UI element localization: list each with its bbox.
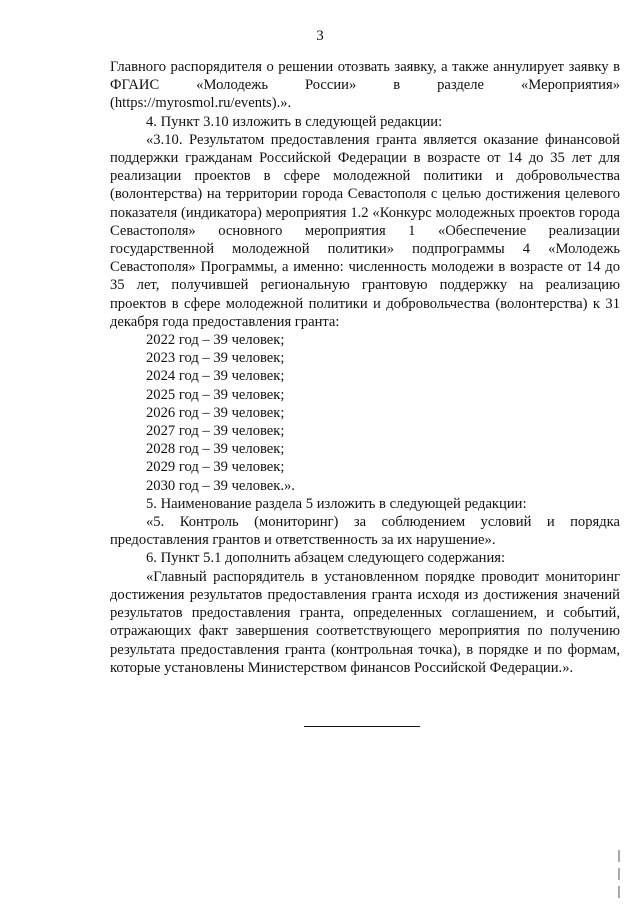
year-target-item: 2023 год – 39 человек; [146,350,285,367]
year-target-item: 2030 год – 39 человек.». [146,477,295,494]
scan-artifact-mark [618,886,620,898]
year-target-item: 2029 год – 39 человек; [146,459,285,476]
scan-artifact-mark [618,868,620,880]
document-body [110,58,620,677]
paragraph-continuation: Главного распорядителя о решении отозвать заявку, а также аннулирует заявку в ФГАИС «Молодежь России» в разделе «Мероприятия» (https://myrosmol.ru/events).». [110,59,620,112]
paragraph-clause-3-10: «3.10. Результатом предоставления гранта является оказание финансовой поддержки гражданам Российской Федерации в возрасте от 14 до 35 лет для реализации проектов в сфере молодежной политики и добровольчества (волонтерства) на территории города Севастополя с целью достижения целевого показателя (индикатора) мероприятия 1.2 «Конкурс молодежных проектов города Севастополя» основного мероприятия 1 «Обеспечение реализации государственной молодежной политики» подпрограммы 4 «Молодежь Севастополя» Программы, а именно: численность молодежи в возрасте от 14 до 35 лет, получившей региональную грантовую поддержку на реализацию проектов в сфере молодежной политики и добровольчества (волонтерства) к 31 декабря года предоставления гранта: [110,131,620,330]
scan-artifact-mark [618,850,620,862]
year-target-item: 2022 год – 39 человек; [146,332,285,349]
year-target-item: 2027 год – 39 человек; [146,423,285,440]
paragraph-item-5: 5. Наименование раздела 5 изложить в следующей редакции: [146,495,527,512]
paragraph-item-4: 4. Пункт 3.10 изложить в следующей редакции: [146,113,443,130]
year-target-item: 2025 год – 39 человек; [146,386,285,403]
paragraph-item-6: 6. Пункт 5.1 дополнить абзацем следующего содержания: [146,550,506,567]
end-divider-line [304,726,420,727]
paragraph-monitoring-clause: «Главный распорядитель в установленном порядке проводит мониторинг достижения результатов предоставления гранта исходя из достижения значений результатов предоставления гранта, определенных соглашением, и событий, отражающих факт завершения соответствующего мероприятия по получению результата предоставления гранта (контрольная точка), в порядке и по формам, которые установлены Министерством финансов Российской Федерации.». [110,568,620,676]
year-target-item: 2028 год – 39 человек; [146,441,285,458]
paragraph-section-5-title: «5. Контроль (мониторинг) за соблюдением условий и порядка предоставления грантов и ответственность за их нарушение». [110,514,620,549]
page-number: 3 [316,28,324,44]
year-targets-list [110,331,620,495]
year-target-item: 2026 год – 39 человек; [146,404,285,421]
year-target-item: 2024 год – 39 человек; [146,368,285,385]
